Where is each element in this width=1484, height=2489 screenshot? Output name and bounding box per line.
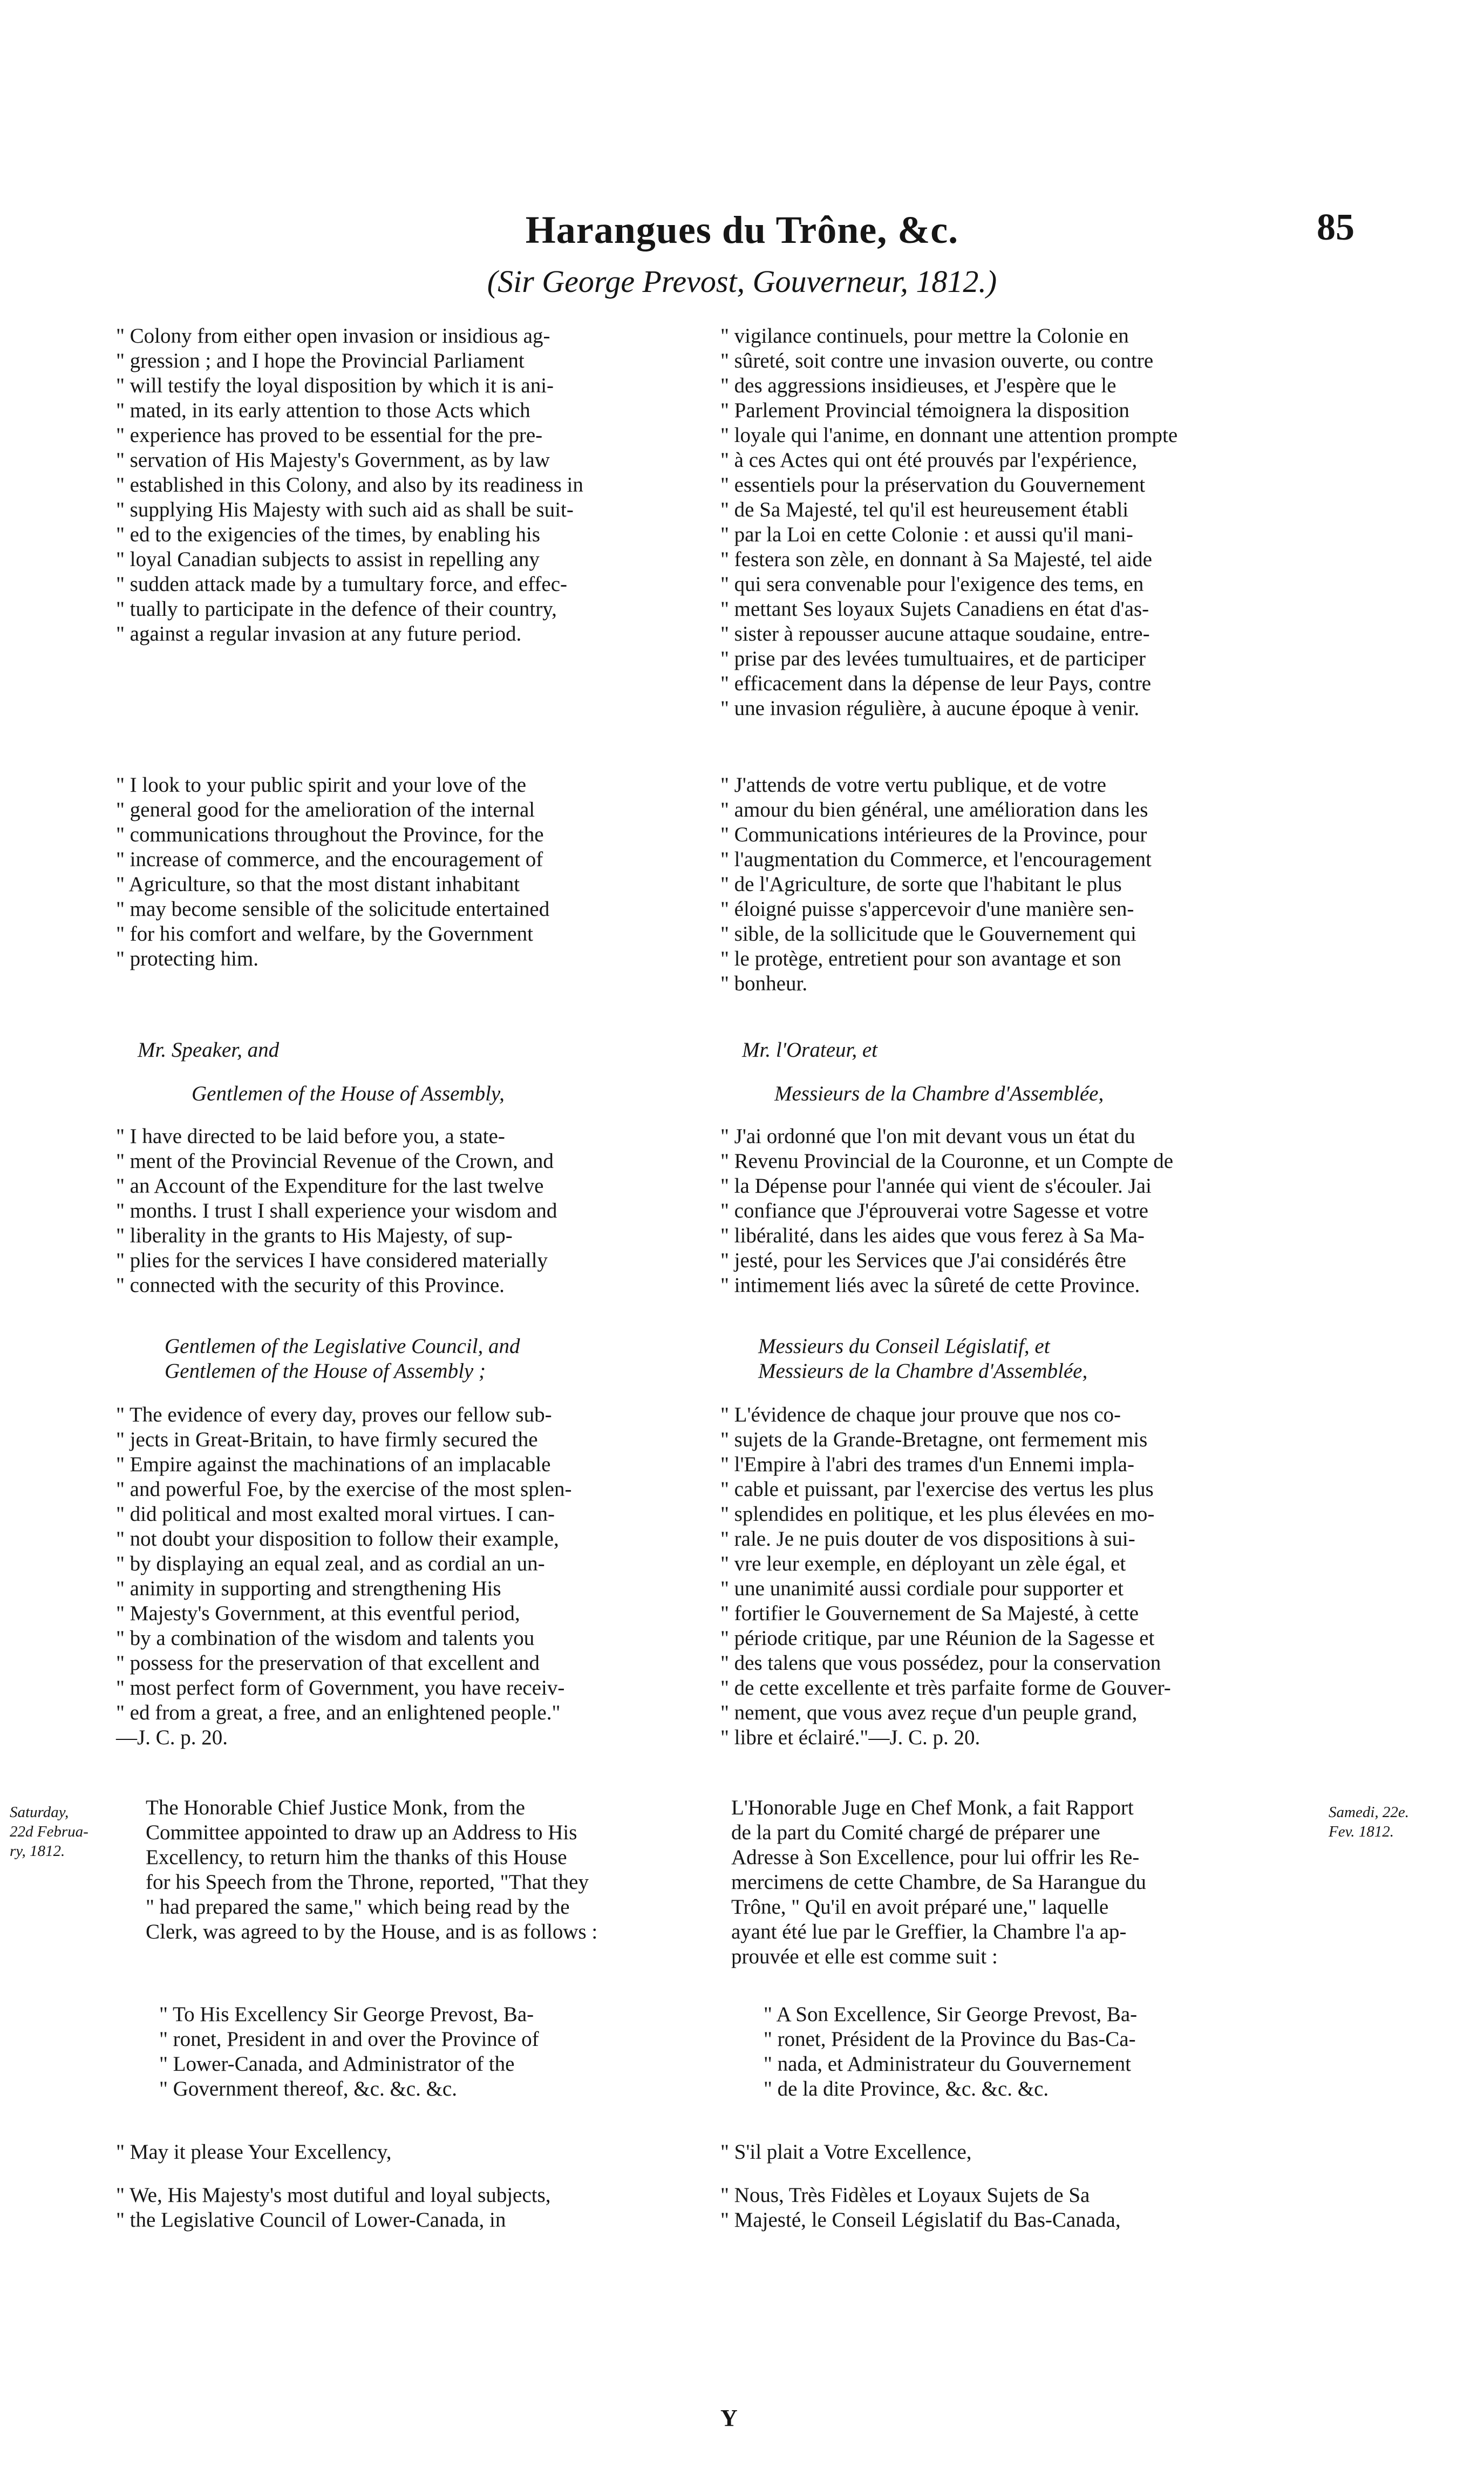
page-subtitle: (Sir George Prevost, Gouverneur, 1812.)	[487, 264, 997, 299]
english-address-assembly-2: Gentlemen of the House of Assembly ;	[165, 1359, 486, 1383]
english-address-assembly: Gentlemen of the House of Assembly,	[192, 1082, 505, 1105]
english-paragraph-1: " Colony from either open invasion or insidious ag- " gression ; and I hope the Provincial Parliament " will testify the loyal disposition by which it is ani- " mated, in its early attention to those Acts which " experience has proved to be essential for the pre- " servation of His Majesty's Government, as by law " established in this Colony, and also by its readiness in " supplying His Majesty with such aid as shall be suit- " ed to the exigencies of the times, by enabling his " loyal Canadian subjects to assist in repelling any " sudden attack made by a tumultary force, and effec- " tually to participate in the defence of their country, " against a regular invasion at any future period.	[116, 324, 583, 645]
french-paragraph-6: " Nous, Très Fidèles et Loyaux Sujets de Sa " Majesté, le Conseil Législatif du Bas-Canada,	[720, 2184, 1121, 2232]
english-committee-report: The Honorable Chief Justice Monk, from the Committee appointed to draw up an Address to His Excellency, to return him the thanks of this House for his Speech from the Throne, reported, "That they " had prepared the same," which being read by the Clerk, was agreed to by the House, and is as follows :	[146, 1796, 598, 1943]
page-number: 85	[1317, 207, 1354, 248]
french-paragraph-3: " J'ai ordonné que l'on mit devant vous un état du " Revenu Provincial de la Couronne, et un Compte de " la Dépense pour l'année qui vient de s'écouler. Jai " confiance que J'éprouverai votre Sagesse et votre " libéralité, dans les aides que vous ferez à Sa Ma- " jesté, pour les Services que J'ai considérés être " intimement liés avec la sûreté de cette Province.	[720, 1125, 1174, 1297]
english-address-speaker: Mr. Speaker, and	[138, 1038, 280, 1062]
french-address-heading: " A Son Excellence, Sir George Prevost, Ba- " ronet, Président de la Province du Bas-Ca- " nada, et Administrateur du Gouvernement " de la dite Province, &c. &c. &c.	[764, 2003, 1138, 2100]
french-address-speaker: Mr. l'Orateur, et	[742, 1038, 878, 1062]
french-address-assembly-2: Messieurs de la Chambre d'Assemblée,	[758, 1359, 1088, 1383]
french-salutation: " S'il plait a Votre Excellence,	[720, 2140, 972, 2164]
french-committee-report: L'Honorable Juge en Chef Monk, a fait Rapport de la part du Comité chargé de préparer une Adresse à Son Excellence, pour lui offrir les Re- mercimens de cette Chambre, de Sa Harangue du Trône, " Qu'il en avoit préparé une," laquelle ayant été lue par le Greffier, la Chambre l'a ap- prouvée et elle est comme suit :	[731, 1796, 1146, 1968]
english-paragraph-4: " The evidence of every day, proves our fellow sub- " jects in Great-Britain, to have firmly secured the " Empire against the machinations of an implacable " and powerful Foe, by the exercise of the most splen- " did political and most exalted moral virtues. I can- " not doubt your disposition to follow their example, " by displaying an equal zeal, and as cordial an un- " animity in supporting and strengthening His " Majesty's Government, at this eventful period, " by a combination of the wisdom and talents you " possess for the preservation of that excellent and " most perfect form of Government, you have receiv- " ed from a great, a free, and an enlightened people." —J. C. p. 20.	[116, 1403, 572, 1749]
left-margin-date-note: Saturday, 22d Februa- ry, 1812.	[10, 1804, 89, 1860]
french-address-council: Messieurs du Conseil Législatif, et	[758, 1335, 1050, 1358]
signature-mark: Y	[720, 2405, 738, 2431]
french-paragraph-2: " J'attends de votre vertu publique, et de votre " amour du bien général, une amélioration dans les " Communications intérieures de la Province, pour " l'augmentation du Commerce, et l'encouragement " de l'Agriculture, de sorte que l'habitant le plus " éloigné puisse s'appercevoir d'une manière sen- " sible, de la sollicitude que le Gouvernement qui " le protège, entretient pour son avantage et son " bonheur.	[720, 773, 1152, 995]
right-margin-date-note: Samedi, 22e. Fev. 1812.	[1329, 1804, 1409, 1840]
english-salutation: " May it please Your Excellency,	[116, 2140, 392, 2164]
french-paragraph-1: " vigilance continuels, pour mettre la Colonie en " sûreté, soit contre une invasion ouverte, ou contre " des aggressions insidieuses, et J'espère que le " Parlement Provincial témoignera la disposition " loyale qui l'anime, en donnant une attention prompte " à ces Actes qui ont été prouvés par l'expérience, " essentiels pour la préservation du Gouvernement " de Sa Majesté, tel qu'il est heureusement établi " par la Loi en cette Colonie : et aussi qu'il mani- " festera son zèle, en donnant à Sa Majesté, tel aide " qui sera convenable pour l'exigence des tems, en " mettant Ses loyaux Sujets Canadiens en état d'as- " sister à repousser aucune attaque soudaine, entre- " prise par des levées tumultuaires, et de participer " efficacement dans la dépense de leur Pays, contre " une invasion régulière, à aucune époque à venir.	[720, 324, 1178, 720]
running-title: Harangues du Trône, &c.	[525, 208, 959, 251]
english-paragraph-2: " I look to your public spirit and your love of the " general good for the amelioration of the internal " communications throughout the Province, for the " increase of commerce, and the encouragement of " Agriculture, so that the most distant inhabitant " may become sensible of the solicitude entertained " for his comfort and welfare, by the Government " protecting him.	[116, 773, 550, 970]
english-address-heading: " To His Excellency Sir George Prevost, Ba- " ronet, President in and over the Province of " Lower-Canada, and Administrator of the " Government thereof, &c. &c. &c.	[159, 2003, 539, 2100]
english-paragraph-3: " I have directed to be laid before you, a state- " ment of the Provincial Revenue of the Crown, and " an Account of the Expenditure for the last twelve " months. I trust I shall experience your wisdom and " liberality in the grants to His Majesty, of sup- " plies for the services I have considered materially " connected with the security of this Province.	[116, 1125, 557, 1297]
english-address-council: Gentlemen of the Legislative Council, and	[165, 1335, 520, 1358]
french-address-assembly: Messieurs de la Chambre d'Assemblée,	[774, 1082, 1104, 1105]
english-paragraph-6: " We, His Majesty's most dutiful and loyal subjects, " the Legislative Council of Lower-Canada, in	[116, 2184, 551, 2232]
french-paragraph-4: " L'évidence de chaque jour prouve que nos co- " sujets de la Grande-Bretagne, ont fermement mis " l'Empire à l'abri des trames d'un Ennemi impla- " cable et puissant, par l'exercise des vertus les plus " splendides en politique, et les plus élevées en mo- " rale. Je ne puis douter de vos dispositions à sui- " vre leur exemple, en déployant un zèle égal, et " une unanimité aussi cordiale pour supporter et " fortifier le Gouvernement de Sa Majesté, à cette " période critique, par une Réunion de la Sagesse et " des talens que vous possédez, pour la conservation " de cette excellente et très parfaite forme de Gouver- " nement, que vous avez reçue d'un peuple grand, " libre et éclairé."—J. C. p. 20.	[720, 1403, 1171, 1749]
